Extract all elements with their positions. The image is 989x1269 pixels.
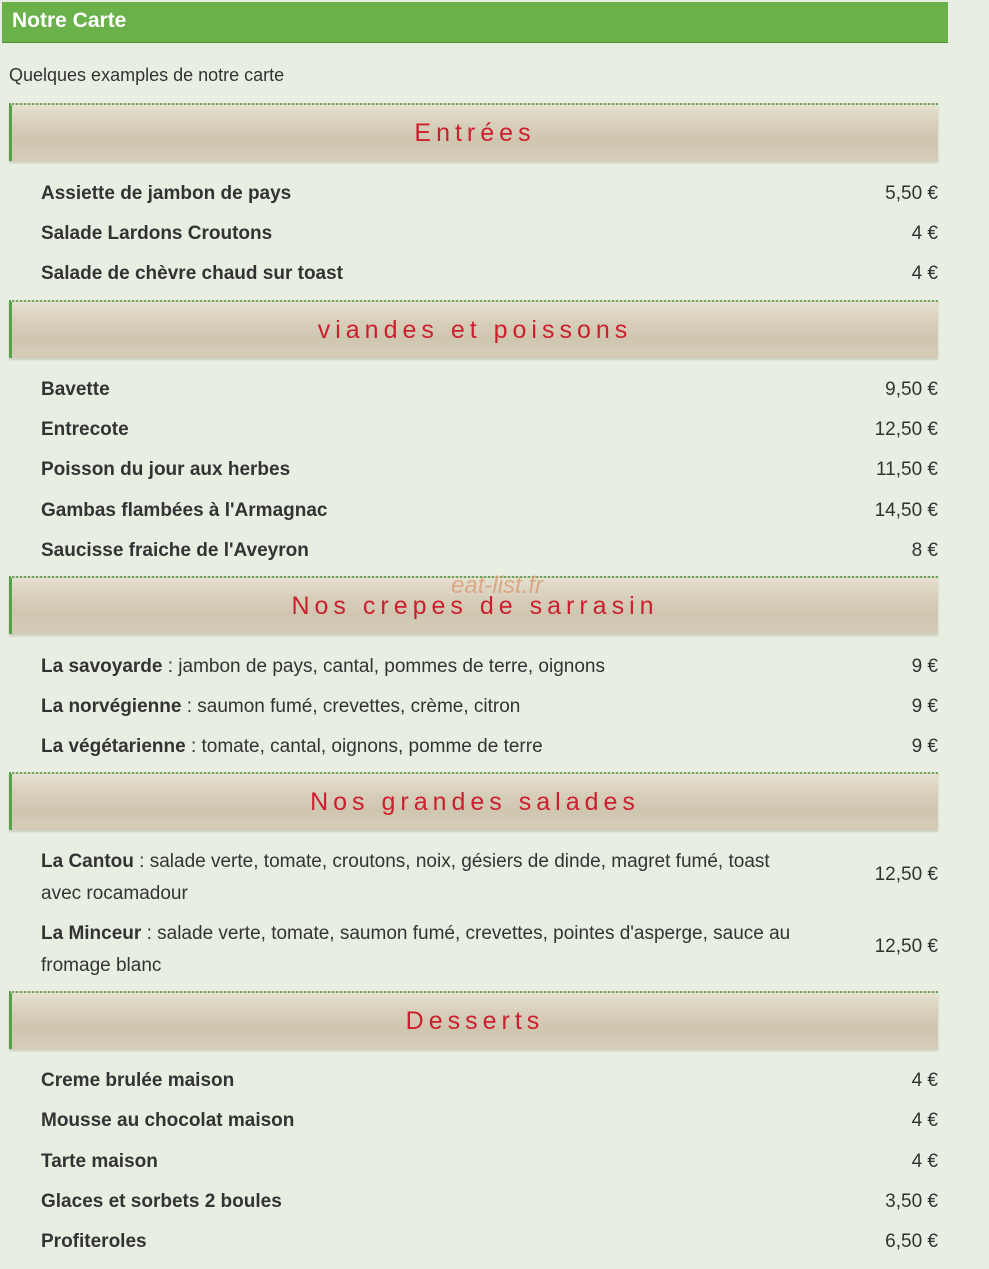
item-price: 9 € [911,736,938,757]
item-name: Poisson du jour aux herbes [41,459,291,480]
item-name: La Minceur [41,923,142,944]
item-name: Profiteroles [41,1231,147,1252]
item-description: : salade verte, tomate, croutons, noix, gésiers de dinde, magret fumé, toast avec rocamadour [41,851,770,904]
menu-item [41,918,938,982]
menu-item [41,419,938,441]
item-name: Glaces et sorbets 2 boules [41,1191,282,1212]
item-name: Saucisse fraiche de l'Aveyron [41,540,309,561]
item-name: Salade Lardons Croutons [41,223,273,244]
section-title: viandes et poissons [317,316,633,344]
item-price: 4 € [911,223,938,244]
item-name: La végétarienne [41,736,186,757]
section-header-entrees [9,103,938,161]
section-header-salades [9,772,938,830]
item-price: 8 € [911,540,938,561]
item-name: Mousse au chocolat maison [41,1110,295,1131]
item-name: La Cantou [41,851,134,872]
page-header [2,2,948,43]
menu-item [41,846,938,910]
item-price: 11,50 € [876,459,938,480]
item-price: 4 € [911,263,938,284]
item-name: Tarte maison [41,1151,158,1172]
page-title: Notre Carte [12,9,127,32]
section-header-desserts [9,991,938,1049]
item-text [41,846,801,910]
item-price: 5,50 € [885,183,938,204]
intro-text: Quelques examples de notre carte [9,65,285,85]
menu-item [41,1191,938,1213]
item-price: 12,50 € [874,864,938,885]
menu-item [41,540,938,562]
menu-item [41,1231,938,1253]
menu-item [41,263,938,285]
item-name: Gambas flambées à l'Armagnac [41,500,328,521]
item-name: Bavette [41,379,110,400]
item-price: 4 € [911,1070,938,1091]
item-price: 4 € [911,1151,938,1172]
item-name: Entrecote [41,419,129,440]
item-price: 3,50 € [885,1191,938,1212]
item-description: : jambon de pays, cantal, pommes de terre, oignons [162,656,605,677]
item-price: 14,50 € [874,500,938,521]
item-description: : tomate, cantal, oignons, pomme de terre [185,736,543,757]
menu-item [41,459,938,481]
section-title: Desserts [405,1007,545,1035]
section-title: Entrées [414,119,536,147]
item-price: 4 € [911,1110,938,1131]
menu-item [41,223,938,245]
menu-item [41,736,938,758]
item-name: La savoyarde [41,656,163,677]
section-title: Nos grandes salades [310,788,640,816]
menu-item [41,1070,938,1092]
menu-item [41,1110,938,1132]
item-price: 12,50 € [874,419,938,440]
menu-item [41,500,938,522]
menu-item [41,183,938,205]
item-name: Creme brulée maison [41,1070,235,1091]
section-title: Nos crepes de sarrasin [291,592,659,620]
item-price: 9,50 € [885,379,938,400]
menu-item [41,1151,938,1173]
item-price: 9 € [911,656,938,677]
item-name: Assiette de jambon de pays [41,183,292,204]
item-description: : salade verte, tomate, saumon fumé, crevettes, pointes d'asperge, sauce au fromage blanc [41,923,791,976]
item-description: : saumon fumé, crevettes, crème, citron [181,696,521,717]
menu-item [41,696,938,718]
menu-item [41,379,938,401]
watermark: eat-list.fr [451,572,544,599]
item-price: 6,50 € [885,1231,938,1252]
item-price: 9 € [911,696,938,717]
item-price: 12,50 € [874,936,938,957]
item-text [41,918,801,982]
section-header-viandes [9,300,938,358]
item-name: Salade de chèvre chaud sur toast [41,263,344,284]
menu-item [41,656,938,678]
item-name: La norvégienne [41,696,182,717]
